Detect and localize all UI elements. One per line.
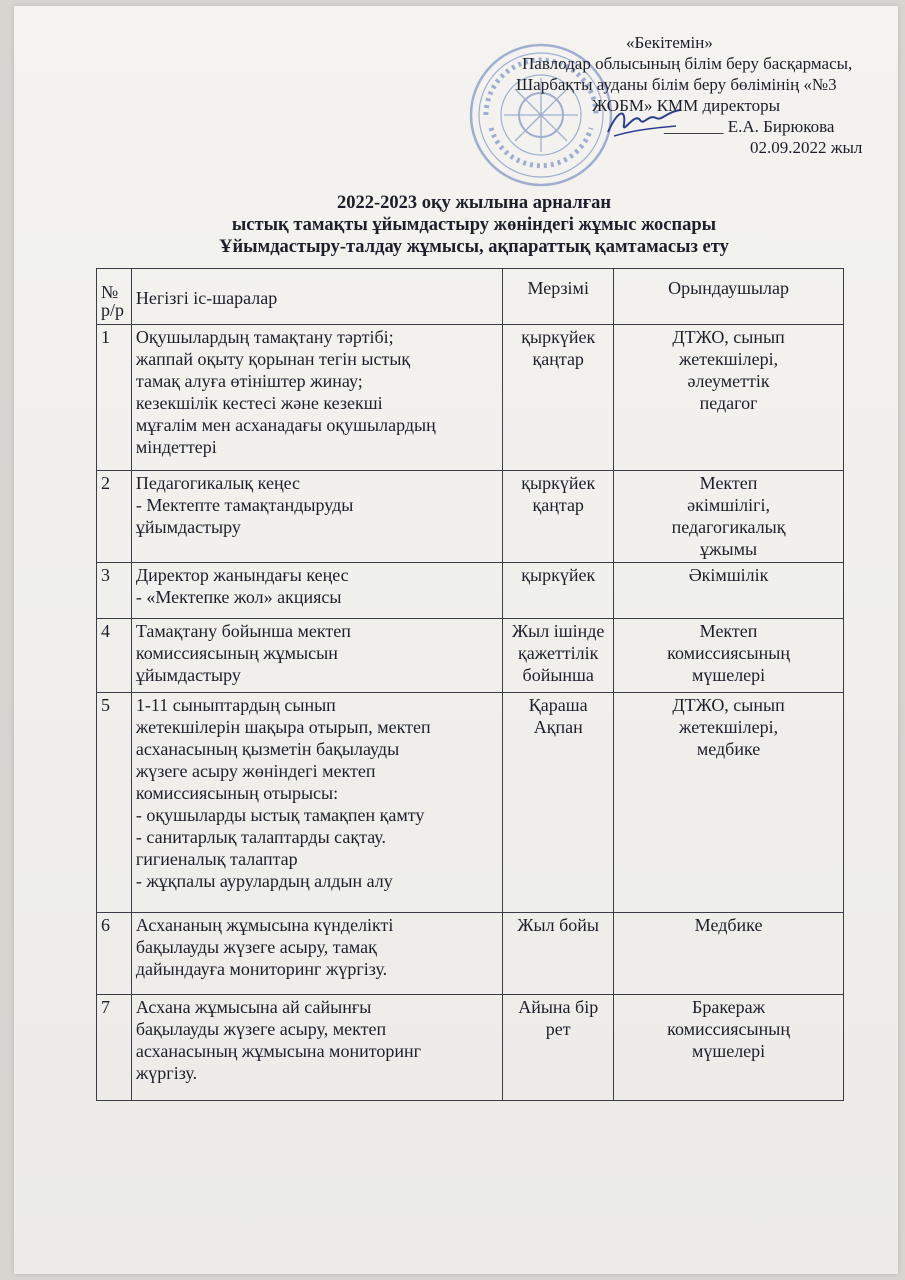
row-term: қыркүйек bbox=[503, 563, 614, 619]
table-row bbox=[97, 619, 844, 693]
table-header-row bbox=[97, 269, 844, 325]
table-row bbox=[97, 563, 844, 619]
row-number: 1 bbox=[97, 325, 132, 471]
header-executors: Орындаушылар bbox=[614, 269, 844, 325]
row-executors: Мектеп әкімшілігі, педагогикалық ұжымы bbox=[614, 471, 844, 563]
row-number: 6 bbox=[97, 913, 132, 995]
row-number: 2 bbox=[97, 471, 132, 563]
row-activity: Асхананың жұмысына күнделікті бақылауды жүзеге асыру, тамақ дайындауға мониторинг жүргізу. bbox=[131, 913, 502, 995]
table-row bbox=[97, 325, 844, 471]
header-activity: Негізгі іс-шаралар bbox=[131, 269, 502, 325]
row-term: қыркүйек қаңтар bbox=[503, 471, 614, 563]
row-executors: ДТЖО, сынып жетекшілері, әлеуметтік педагог bbox=[614, 325, 844, 471]
approval-heading: «Бекітемін» bbox=[626, 33, 713, 52]
row-executors: Мектеп комиссиясының мүшелері bbox=[614, 619, 844, 693]
row-executors: Медбике bbox=[614, 913, 844, 995]
table-row bbox=[97, 471, 844, 563]
row-activity: Тамақтану бойынша мектеп комиссиясының жұмысын ұйымдастыру bbox=[131, 619, 502, 693]
title-line: ыстық тамақты ұйымдастыру жөніндегі жұмыс жоспары bbox=[231, 215, 717, 235]
row-term: Қараша Ақпан bbox=[503, 693, 614, 913]
header-number: № р/р bbox=[97, 269, 132, 325]
title-line: Ұйымдастыру-талдау жұмысы, ақпараттық қамтамасыз ету bbox=[219, 237, 729, 257]
row-activity: Директор жанындағы кеңес - «Мектепке жол» акциясы bbox=[131, 563, 502, 619]
header-term: Мерзімі bbox=[503, 269, 614, 325]
row-number: 5 bbox=[97, 693, 132, 913]
row-executors: ДТЖО, сынып жетекшілері, медбике bbox=[614, 693, 844, 913]
row-number: 4 bbox=[97, 619, 132, 693]
row-executors: Бракераж комиссиясының мүшелері bbox=[614, 995, 844, 1101]
table-row bbox=[97, 693, 844, 913]
row-activity: Оқушылардың тамақтану тәртібі; жаппай оқыту қорынан тегін ыстық тамақ алуға өтініштер жинау; кезекшілік кестесі және кезекші мұғалім мен асханадағы оқушылардың міндеттері bbox=[131, 325, 502, 471]
plan-table bbox=[96, 268, 844, 1101]
approval-line: ЖОБМ» КММ директоры bbox=[592, 96, 780, 115]
document-page bbox=[14, 6, 898, 1274]
row-term: Жыл ішінде қажеттілік бойынша bbox=[503, 619, 614, 693]
row-activity: Педагогикалық кеңес - Мектепте тамақтандыруды ұйымдастыру bbox=[131, 471, 502, 563]
row-executors: Әкімшілік bbox=[614, 563, 844, 619]
row-term: Айына бір рет bbox=[503, 995, 614, 1101]
document-title bbox=[144, 192, 804, 258]
row-term: Жыл бойы bbox=[503, 913, 614, 995]
approval-signatory: _______ Е.А. Бирюкова bbox=[664, 117, 835, 136]
row-number: 3 bbox=[97, 563, 132, 619]
approval-line: Павлодар облысының білім беру басқармасы, bbox=[522, 54, 853, 73]
row-activity: Асхана жұмысына ай сайынғы бақылауды жүзеге асыру, мектеп асханасының жұмысына мониторинг жүргізу. bbox=[131, 995, 502, 1101]
row-number: 7 bbox=[97, 995, 132, 1101]
row-activity: 1-11 сыныптардың сынып жетекшілерін шақыра отырып, мектеп асханасының қызметін бақылауды жүзеге асыру жөніндегі мектеп комиссиясының отырысы: - оқушыларды ыстық тамақпен қамту - санитарлық талаптарды сақтау. гигиеналық талаптар - жұқпалы аурулардың алдын алу bbox=[131, 693, 502, 913]
approval-date: 02.09.2022 жыл bbox=[750, 138, 863, 157]
title-line: 2022-2023 оқу жылына арналған bbox=[336, 193, 612, 213]
table-row bbox=[97, 913, 844, 995]
approval-line: Шарбақты ауданы білім беру бөлімінің «№3 bbox=[516, 75, 837, 94]
approval-block bbox=[514, 32, 884, 158]
row-term: қыркүйек қаңтар bbox=[503, 325, 614, 471]
table-row bbox=[97, 995, 844, 1101]
